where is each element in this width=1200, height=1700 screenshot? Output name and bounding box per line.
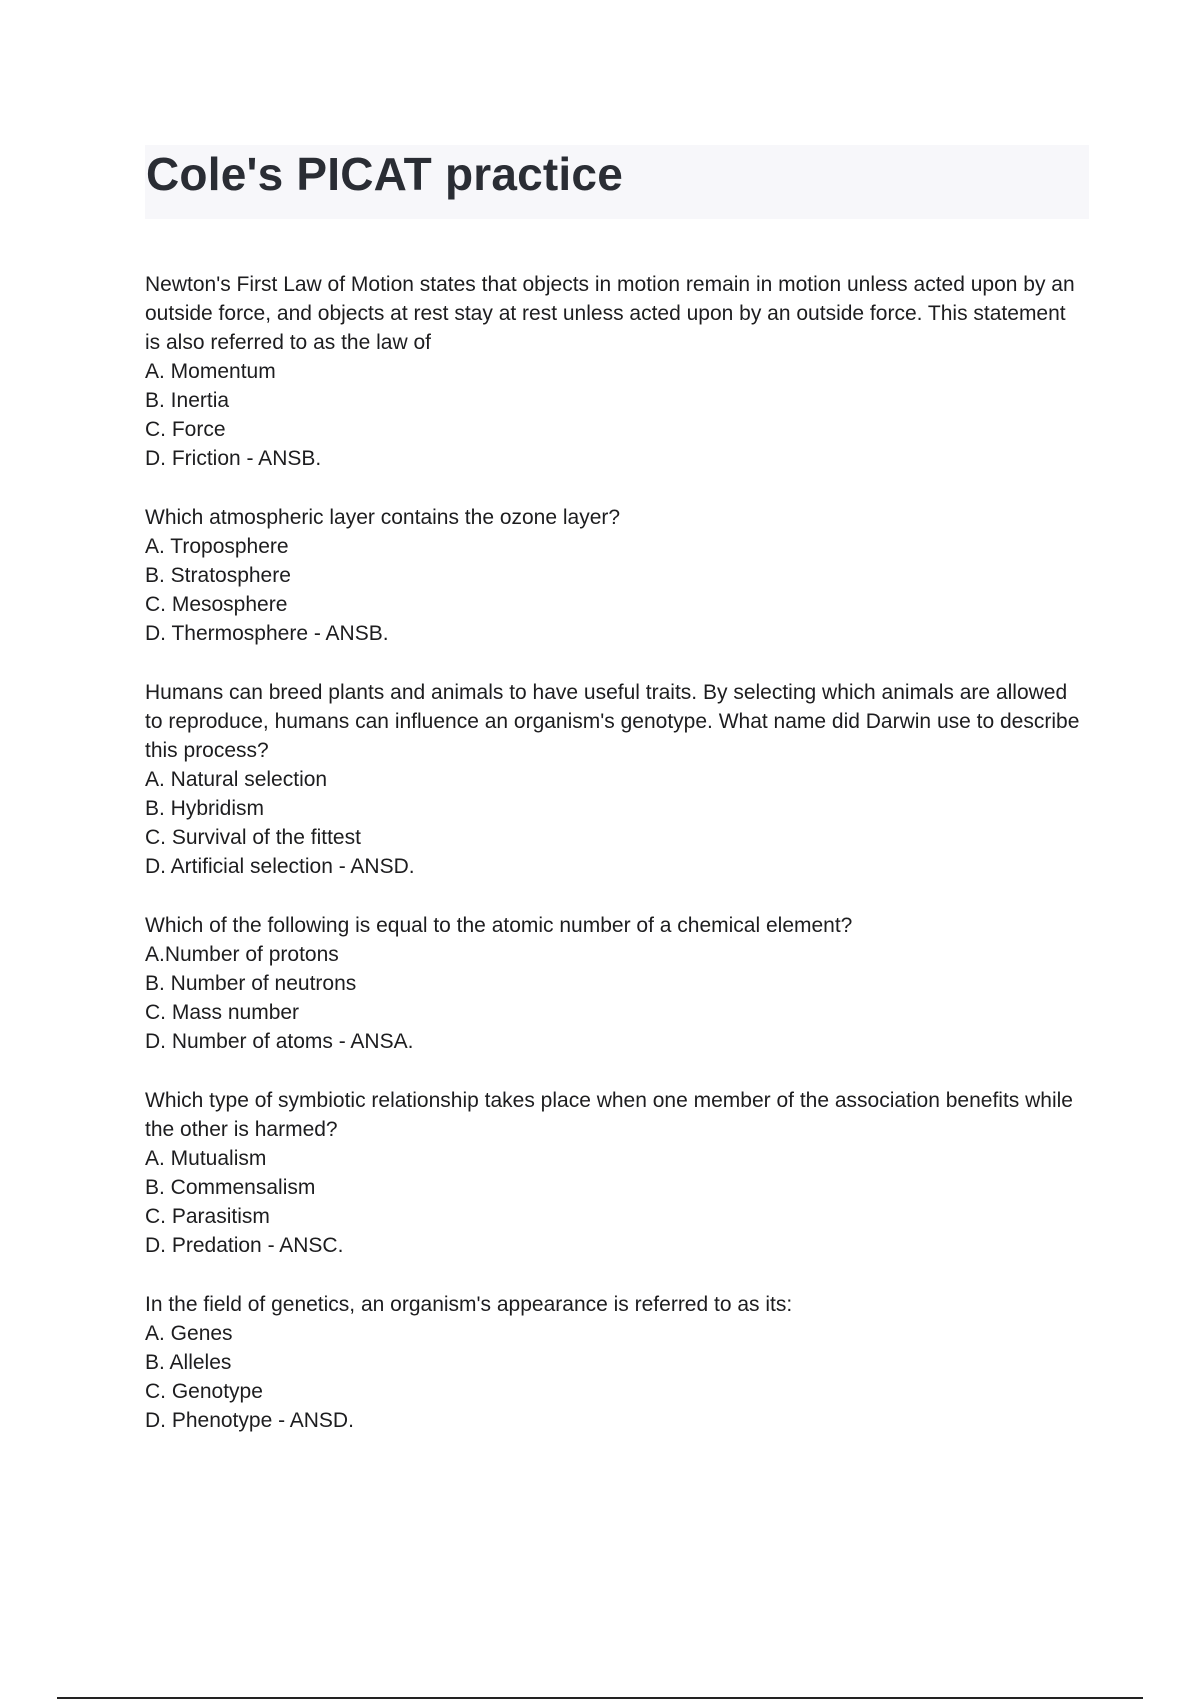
- question-text: Which of the following is equal to the atomic number of a chemical element?: [145, 914, 853, 937]
- answer-option: D. Predation - ANSC.: [145, 1234, 344, 1257]
- answer-option: D. Number of atoms - ANSA.: [145, 1030, 414, 1053]
- answer-option: C. Force: [145, 418, 226, 441]
- question-list: [145, 270, 1085, 1465]
- answer-option: B. Inertia: [145, 389, 230, 412]
- question-block: [145, 270, 1085, 473]
- answer-option: A. Troposphere: [145, 535, 289, 558]
- question-text: Humans can breed plants and animals to have useful traits. By selecting which animals are allowed to reproduce, humans can influence an organism's genotype. What name did Darwin use to describe this process?: [145, 681, 1080, 762]
- answer-option: A. Genes: [145, 1322, 233, 1345]
- answer-options: [145, 765, 1085, 881]
- answer-options: [145, 532, 1085, 648]
- answer-option: B. Stratosphere: [145, 564, 291, 587]
- question-text: Which type of symbiotic relationship takes place when one member of the association benefits while the other is harmed?: [145, 1089, 1073, 1141]
- answer-option: C. Genotype: [145, 1380, 263, 1403]
- answer-option: A. Momentum: [145, 360, 276, 383]
- answer-option: C. Mesosphere: [145, 593, 288, 616]
- answer-option: C. Survival of the fittest: [145, 826, 361, 849]
- answer-options: [145, 940, 1085, 1056]
- page-title: Cole's PICAT practice: [146, 148, 623, 200]
- answer-option: A. Mutualism: [145, 1147, 267, 1170]
- question-text: Which atmospheric layer contains the ozone layer?: [145, 506, 621, 529]
- question-text: In the field of genetics, an organism's appearance is referred to as its:: [145, 1293, 793, 1316]
- footer-divider: [57, 1697, 1143, 1699]
- answer-option: B. Hybridism: [145, 797, 265, 820]
- answer-option: C. Parasitism: [145, 1205, 270, 1228]
- answer-options: [145, 1144, 1085, 1260]
- question-block: [145, 503, 1085, 648]
- question-block: [145, 1086, 1085, 1260]
- question-block: [145, 1290, 1085, 1435]
- question-block: [145, 678, 1085, 881]
- answer-options: [145, 1319, 1085, 1435]
- answer-option: B. Commensalism: [145, 1176, 316, 1199]
- answer-option: A. Natural selection: [145, 768, 328, 791]
- answer-option: C. Mass number: [145, 1001, 300, 1024]
- answer-option: A.Number of protons: [145, 943, 339, 966]
- question-text: Newton's First Law of Motion states that objects in motion remain in motion unless acted upon by an outside force, and objects at rest stay at rest unless acted upon by an outside force. This statement is also referred to as the law of: [145, 273, 1075, 354]
- answer-option: D. Artificial selection - ANSD.: [145, 855, 415, 878]
- answer-option: D. Friction - ANSB.: [145, 447, 322, 470]
- answer-option: B. Number of neutrons: [145, 972, 357, 995]
- answer-option: D. Phenotype - ANSD.: [145, 1409, 354, 1432]
- answer-options: [145, 357, 1085, 473]
- question-block: [145, 911, 1085, 1056]
- answer-option: D. Thermosphere - ANSB.: [145, 622, 389, 645]
- answer-option: B. Alleles: [145, 1351, 232, 1374]
